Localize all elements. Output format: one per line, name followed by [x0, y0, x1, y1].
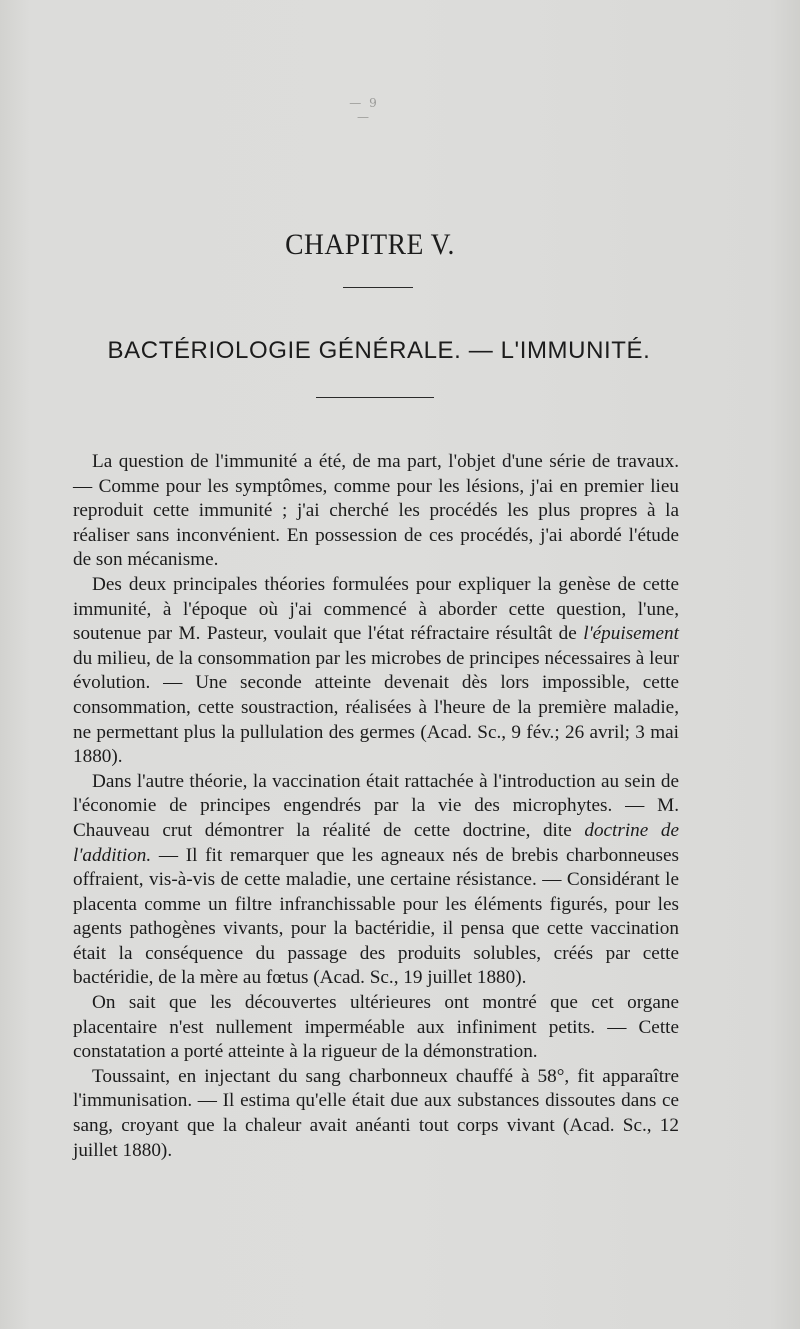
- paragraph: Toussaint, en injectant du sang charbonneux chauffé à 58°, fit apparaître l'immunisation. — Il estima qu'elle était due aux substances dissoutes dans ce sang, croyant que la chaleur avait anéanti tout corps vivant (Acad. Sc., 12 juillet 1880).: [73, 1065, 679, 1161]
- section-rule: [316, 397, 434, 398]
- page-number: — 9 —: [349, 96, 379, 124]
- body-text: [73, 450, 679, 1163]
- paragraph: On sait que les découvertes ultérieures ont montré que cet organe placentaire n'est nullement imperméable aux infiniment petits. — Cette constatation a porté atteinte à la rigueur de la démonstration.: [73, 992, 679, 1063]
- paragraph-text: du milieu, de la consommation par les microbes de principes nécessaires à leur évolution. — Une seconde atteinte devenait dès lors impossible, cette consommation, cette soustraction, réalisées à l'heure de la première maladie, ne permettant plus la pullulation des germes (Acad. Sc., 9 fév.; 26 avril; 3 mai 1880).: [73, 647, 679, 768]
- paragraph-text: Des deux principales théories formulées pour expliquer la genèse de cette immunité, à l'époque où j'ai commencé à aborder cette question, l'une, soutenue par M. Pasteur, voulait que l'état réfractaire résultât de: [73, 573, 679, 645]
- chapter-title: CHAPITRE V.: [285, 228, 455, 261]
- section-title: BACTÉRIOLOGIE GÉNÉRALE. — L'IMMUNITÉ.: [107, 337, 651, 364]
- paragraph: [73, 573, 679, 770]
- paragraph: La question de l'immunité a été, de ma part, l'objet d'une série de travaux. — Comme pour les symptômes, comme pour les lésions, j'ai en premier lieu reproduit cette immunité ; j'ai cherché les procédés les plus propres à la réaliser sans inconvénient. En possession de ces procédés, j'ai abordé l'étude de son mécanisme.: [73, 451, 679, 571]
- paragraph-text: — Il fit remarquer que les agneaux nés de brebis charbonneuses offraient, vis-à-vis de cette maladie, une certaine résistance. — Considérant le placenta comme un filtre infranchissable pour les éléments figurés, pour les agents pathogènes vivants, pour la bactéridie, il pensa que cette vaccination était la conséquence du passage des produits solubles, créés par cette bactéridie, de la mère au fœtus (Acad. Sc., 19 juillet 1880).: [73, 844, 679, 989]
- title-rule: [343, 287, 413, 288]
- italic-term: doctrine de l'addition.: [73, 819, 679, 866]
- paragraph: [73, 770, 679, 991]
- paragraph-text: Dans l'autre théorie, la vaccination était rattachée à l'introduction au sein de l'économie de principes engendrés par la vie des microphytes. — M. Chauveau crut démontrer la réalité de cette doctrine, dite: [73, 770, 679, 841]
- italic-term: l'épuisement: [583, 623, 679, 645]
